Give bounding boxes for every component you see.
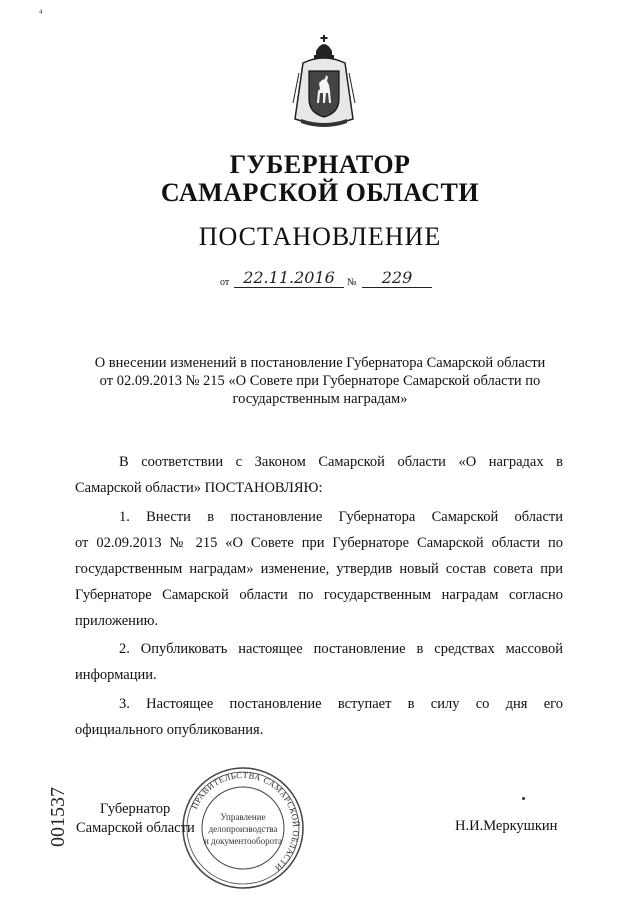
subject-line: О внесении изменений в постановление Губернатора Самарской области — [94, 355, 546, 371]
item-3-paragraph — [75, 691, 563, 743]
subject-line: от 02.09.2013 № 215 «О Совете при Губернаторе Самарской области по — [99, 373, 541, 389]
stamp-ring-text: ПРАВИТЕЛЬСТВА САМАРСКОЙ ОБЛАСТИ — [189, 769, 302, 874]
signatory-name: Н.И.Меркушкин — [455, 818, 558, 834]
paragraph-line: информации. — [75, 667, 157, 683]
signatory-position — [76, 800, 195, 838]
paragraph-line: официального опубликования. — [75, 722, 264, 738]
document-subject — [60, 354, 580, 408]
ink-dot — [522, 797, 525, 800]
stamp-center-line: и документооборота — [203, 836, 283, 846]
paragraph-line: В соответствии с Законом Самарской области «О наградах в — [119, 454, 563, 470]
stamp-center-line: Управление — [220, 812, 266, 822]
position-line: Самарской области — [76, 820, 195, 836]
preamble-paragraph — [75, 449, 563, 501]
issuer-title-line1: ГУБЕРНАТОР — [229, 150, 411, 179]
handwritten-date: 22.11.2016 — [234, 268, 344, 288]
item-2-paragraph — [75, 636, 563, 688]
paragraph-line: приложению. — [75, 613, 159, 629]
issuer-title-line2: САМАРСКОЙ ОБЛАСТИ — [160, 178, 480, 207]
paragraph-line: Губернаторе Самарской области по государственным наградам согласно — [75, 587, 563, 603]
subject-line: государственным наградам» — [232, 391, 408, 407]
item-1-paragraph — [75, 504, 563, 634]
paragraph-line: 1. Внести в постановление Губернатора Самарской области — [119, 509, 563, 525]
archive-number-text: 001537 — [47, 787, 69, 847]
handwritten-number: 229 — [362, 268, 432, 288]
stamp-center-line: делопроизводства — [208, 824, 278, 834]
paragraph-line: государственным наградам» изменение, утвердив новый состав совета при — [75, 561, 563, 577]
coat-of-arms-emblem — [289, 33, 359, 133]
date-number-line — [220, 268, 440, 290]
official-round-stamp — [180, 765, 306, 891]
date-prefix: от — [220, 277, 230, 288]
position-line: Губернатор — [100, 801, 171, 817]
paragraph-line: от 02.09.2013 № 215 «О Совете при Губернаторе Самарской области по — [75, 535, 563, 551]
document-type: ПОСТАНОВЛЕНИЕ — [198, 222, 442, 251]
corner-mark: ⁴ — [39, 8, 43, 19]
paragraph-line: Самарской области» ПОСТАНОВЛЯЮ: — [75, 480, 323, 496]
paragraph-line: 2. Опубликовать настоящее постановление в средствах массовой — [119, 641, 563, 657]
archive-number — [22, 787, 82, 847]
paragraph-line: 3. Настоящее постановление вступает в силу со дня его — [119, 696, 563, 712]
number-prefix: № — [347, 277, 357, 288]
